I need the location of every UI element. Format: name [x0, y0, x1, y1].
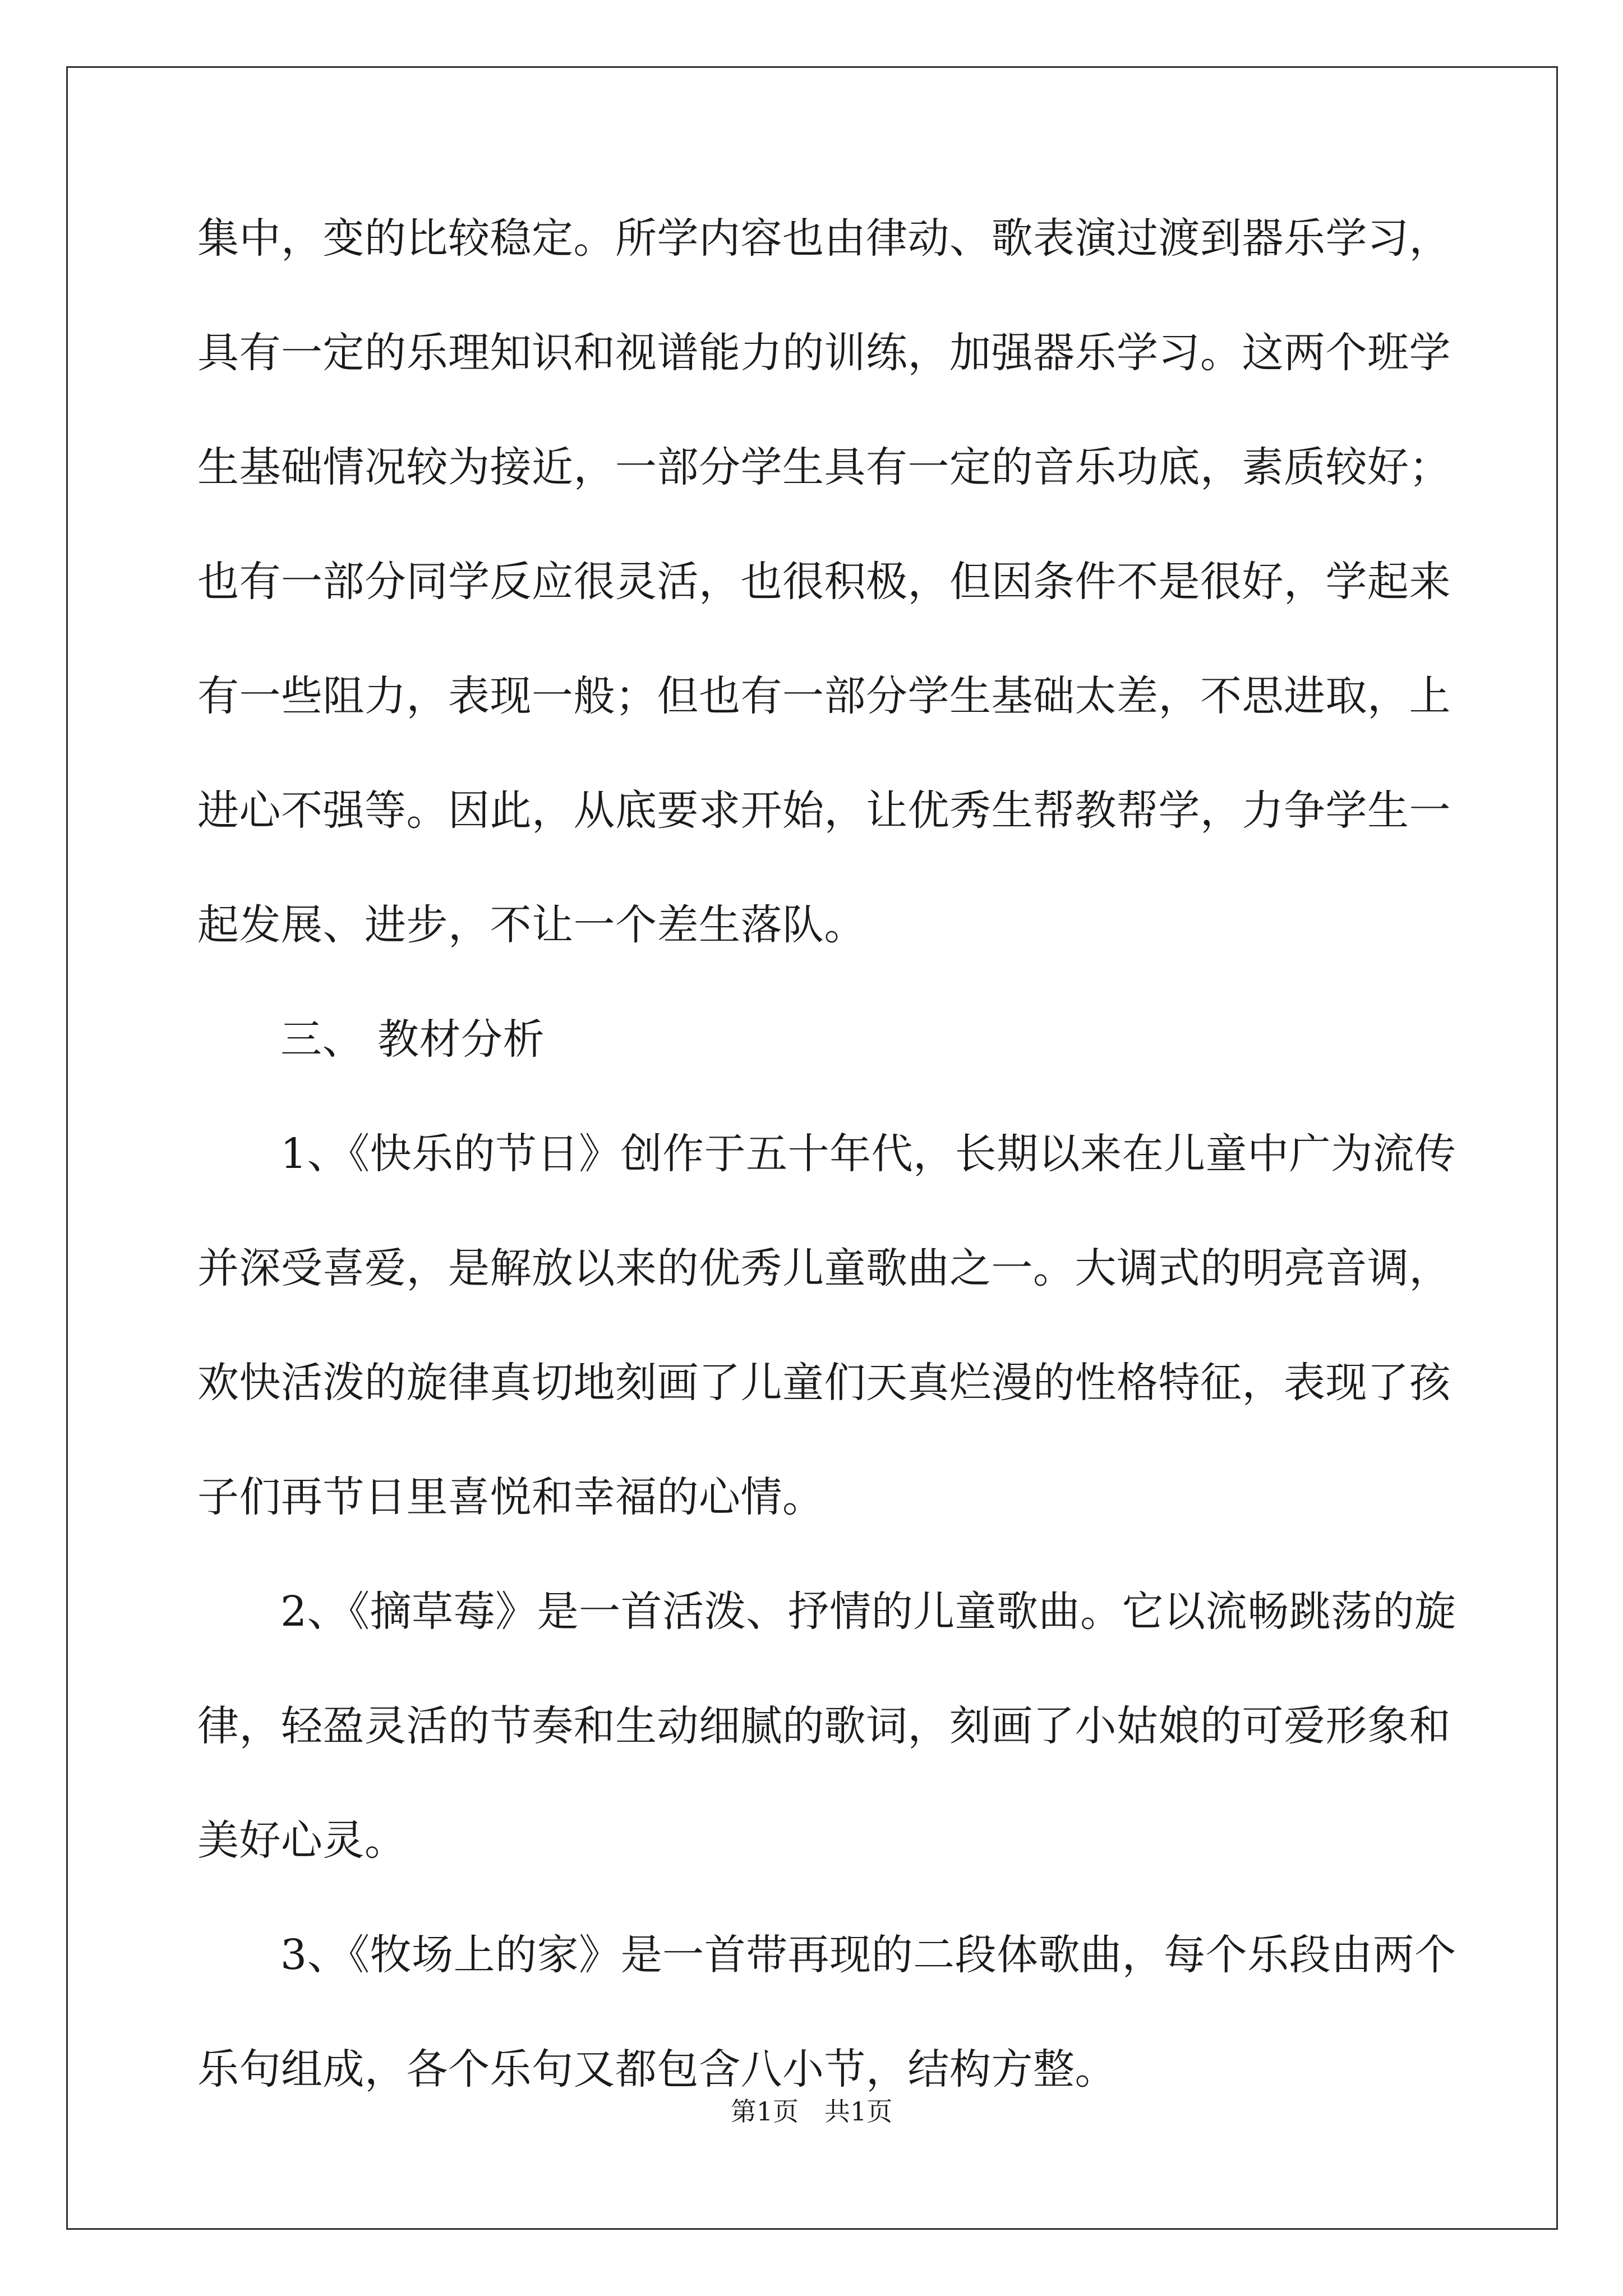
paragraph-line: 3、《牧场上的家》是一首带再现的二段体歌曲，每个乐段由两个	[280, 1931, 1456, 1979]
paragraph-line: 有一些阻力，表现一般；但也有一部分学生基础太差，不思进取，上	[197, 672, 1451, 720]
paragraph-line: 起发展、进步，不让一个差生落队。	[197, 901, 866, 949]
paragraph-line: 集中，变的比较稳定。所学内容也由律动、歌表演过渡到器乐学习，	[197, 214, 1451, 263]
paragraph-line: 进心不强等。因此，从底要求开始，让优秀生帮教帮学，力争学生一	[197, 786, 1451, 835]
paragraph-line: 也有一部分同学反应很灵活，也很积极，但因条件不是很好，学起来	[197, 558, 1451, 606]
page-number-current: 第1页	[730, 2096, 799, 2127]
paragraph-line: 子们再节日里喜悦和幸福的心情。	[197, 1473, 824, 1521]
paragraph-line: 具有一定的乐理知识和视谱能力的训练，加强器乐学习。这两个班学	[197, 329, 1451, 377]
paragraph-line: 律，轻盈灵活的节奏和生动细腻的歌词，刻画了小姑娘的可爱形象和	[197, 1702, 1451, 1750]
document-body	[197, 202, 1456, 2147]
page-number-total: 共1页	[824, 2096, 893, 2127]
paragraph-line: 1、《快乐的节日》创作于五十年代，长期以来在儿童中广为流传	[280, 1130, 1456, 1178]
paragraph-line: 生基础情况较为接近，一部分学生具有一定的音乐功底，素质较好；	[197, 443, 1451, 491]
paragraph-line: 并深受喜爱，是解放以来的优秀儿童歌曲之一。大调式的明亮音调，	[197, 1244, 1451, 1292]
paragraph-line: 欢快活泼的旋律真切地刻画了儿童们天真烂漫的性格特征，表现了孩	[197, 1359, 1451, 1407]
paragraph-line: 乐句组成，各个乐句又都包含八小节，结构方整。	[197, 2045, 1117, 2093]
paragraph-line: 美好心灵。	[197, 1816, 407, 1865]
paragraph-line: 2、《摘草莓》是一首活泼、抒情的儿童歌曲。它以流畅跳荡的旋	[280, 1588, 1456, 1636]
page-footer	[0, 2095, 1623, 2128]
section-heading: 三、 教材分析	[280, 1015, 545, 1064]
